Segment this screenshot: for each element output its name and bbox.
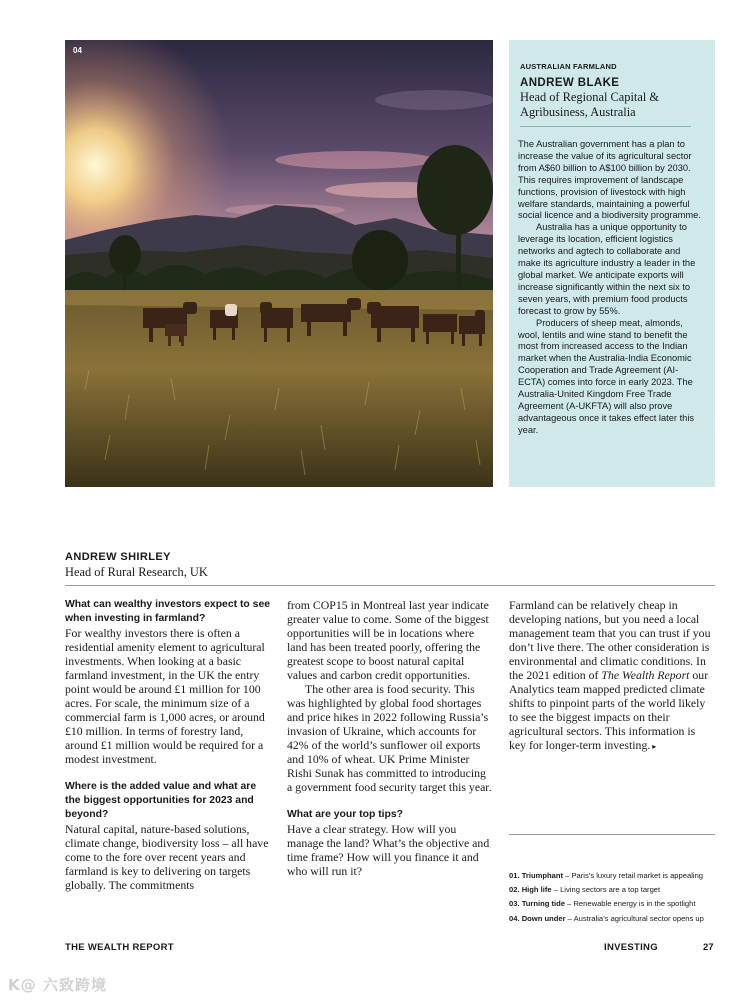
article-column-2 bbox=[287, 598, 493, 878]
toc-title: High life bbox=[521, 885, 552, 895]
article-divider bbox=[65, 585, 715, 586]
sidebar-paragraph: The Australian government has a plan to increase the value of its agricultural sector from A$60 billion to A$100 billion by 2030. This requires improvement of landscape functions, provision of livestock with high welfare standards, maintaining a powerful social licence and a biodiversity programme. bbox=[518, 139, 701, 221]
sidebar-author-name: ANDREW BLAKE bbox=[520, 77, 620, 89]
section-name: INVESTING bbox=[604, 942, 658, 953]
toc-desc: – Renewable energy is in the spotlight bbox=[565, 899, 696, 909]
answer-text: from COP15 in Montreal last year indicate greater value to come. Some of the biggest opportunities will be in locations where land has been treated poorly, offering the greatest scope to boost natural capital values and carbon credit opportunities. bbox=[287, 598, 489, 682]
publication-name: THE WEALTH REPORT bbox=[65, 942, 174, 953]
sidebar-author-role bbox=[520, 90, 705, 120]
series-contents-list bbox=[509, 869, 724, 926]
question-heading: What are your top tips? bbox=[287, 809, 404, 820]
toc-divider bbox=[509, 834, 715, 835]
toc-number: 01. bbox=[509, 871, 520, 880]
answer-text: Natural capital, nature-based solutions, climate change, biodiversity loss – all have come to the fore over recent years and farmland is key to delivering on targets globally. The commitments bbox=[65, 821, 269, 892]
article-column-1 bbox=[65, 598, 271, 892]
list-item[interactable] bbox=[509, 912, 724, 926]
answer-text bbox=[509, 598, 715, 754]
sidebar-paragraph: Producers of sheep meat, almonds, wool, lentils and wine stand to benefit the most from increased access to the Indian market when the Australia-India Economic Cooperation and Trade Agreement (AI-ECTA) comes into force in early 2023. The Australia-United Kingdom Free Trade Agreement (A-UKFTA) will also prove advantageous once it takes effect later this year. bbox=[518, 317, 695, 435]
toc-number: 03. bbox=[509, 899, 520, 909]
toc-desc: – Paris’s luxury retail market is appealing bbox=[563, 871, 704, 880]
answer-text: Have a clear strategy. How will you manage the land? What’s the objective and time frame? How will you finance it and who will run it? bbox=[287, 821, 490, 878]
question-heading: Where is the added value and what are the biggest opportunities for 2023 and beyond? bbox=[65, 780, 257, 820]
list-item[interactable] bbox=[509, 897, 724, 911]
answer-text-part: Farmland can be relatively cheap in developing nations, but you need a local management team that you can trust if you don’t live there. The other consideration is environmental and climatic conditions. In the 2021 edition of bbox=[509, 598, 711, 682]
sidebar-author-role-line1: Head of Regional Capital & bbox=[520, 90, 660, 104]
farmland-cattle-illustration bbox=[65, 40, 493, 487]
continue-arrow-icon: ▸ bbox=[652, 742, 657, 751]
sidebar-author-role-line2: Agribusiness, Australia bbox=[520, 105, 636, 119]
list-item[interactable] bbox=[509, 869, 724, 883]
sidebar-body bbox=[518, 139, 705, 437]
toc-number: 04. bbox=[509, 913, 520, 923]
sidebar-divider bbox=[520, 126, 691, 127]
publication-title: The Wealth Report bbox=[601, 668, 690, 682]
author-role: Head of Rural Research, UK bbox=[65, 565, 208, 579]
sidebar-australian-farmland bbox=[509, 40, 715, 487]
sidebar-paragraph: Australia has a unique opportunity to leverage its location, efficient logistics networks and agtech to collaborate and make its agriculture industry a leader in the global market. We anticipate exports will increase significantly within the next six to seven years, with premium food products forecast to grow by 55%. bbox=[518, 222, 696, 316]
cover-photo bbox=[65, 40, 493, 487]
toc-title: Turning tide bbox=[521, 899, 565, 909]
toc-desc: – Living sectors are a top target bbox=[551, 885, 661, 895]
sidebar-kicker: AUSTRALIAN FARMLAND bbox=[520, 62, 617, 71]
answer-text-part: our Analytics team mapped predicted climate shifts to pinpoint parts of the world likely to see the biggest impacts on their agricultural sectors. This information is key for longer-term investing. bbox=[509, 668, 709, 752]
question-heading: What can wealthy investors expect to see when investing in farmland? bbox=[65, 599, 270, 624]
article-column-3 bbox=[509, 598, 715, 754]
photo-number: 04 bbox=[73, 46, 82, 55]
page-number: 27 bbox=[703, 942, 714, 953]
article-author bbox=[65, 551, 208, 580]
list-item[interactable] bbox=[509, 883, 724, 897]
toc-number: 02. bbox=[509, 885, 520, 895]
toc-desc: – Australia’s agricultural sector opens up bbox=[565, 913, 704, 923]
answer-text: For wealthy investors there is often a residential amenity element to agricultural investments. When looking at a basic farmland investment, in the UK the entry point would be around £1 million for 100 acres. For scale, the minimum size of a commercial farm is 1,000 acres, or around £10 million. In terms of forestry land, around £1 million would be required for a modest investment. bbox=[65, 625, 265, 766]
toc-title: Down under bbox=[521, 913, 566, 923]
toc-title: Triumphant bbox=[521, 871, 564, 880]
answer-text: The other area is food security. This was highlighted by global food shortages and price hikes in 2022 following Russia’s invasion of Ukraine, which accounts for 42% of the world’s sunflower oil exports and 10% of wheat. UK Prime Minister Rishi Sunak has committed to introducing a government food security target this year. bbox=[287, 682, 492, 794]
author-name: ANDREW SHIRLEY bbox=[65, 551, 171, 563]
watermark: K@ 六致跨境 bbox=[8, 976, 107, 994]
